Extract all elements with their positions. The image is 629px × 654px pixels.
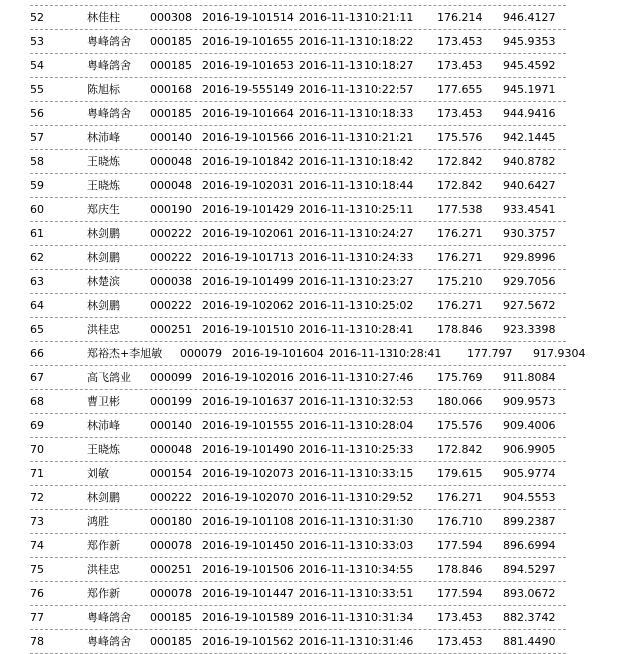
table-row [0,582,629,606]
ring-number-cell: 000185 [150,35,192,48]
pigeon-id-cell: 2016-19-101506 [202,563,294,576]
rank-cell: 75 [30,563,44,576]
rank-cell: 77 [30,611,44,624]
distance-cell: 177.594 [437,587,483,600]
speed-cell: 942.1445 [503,131,556,144]
distance-cell: 176.710 [437,515,483,528]
speed-cell: 929.7056 [503,275,556,288]
speed-cell: 894.5297 [503,563,556,576]
ring-number-cell: 000180 [150,515,192,528]
ring-number-cell: 000308 [150,11,192,24]
speed-cell: 896.6994 [503,539,556,552]
arrival-time-cell: 10:25:33 [364,443,414,456]
ring-number-cell: 000078 [150,539,192,552]
pigeon-id-cell: 2016-19-101555 [202,419,294,432]
rank-cell: 56 [30,107,44,120]
ring-number-cell: 000099 [150,371,192,384]
ring-number-cell: 000222 [150,251,192,264]
arrival-date-cell: 2016-11-13 [299,323,363,336]
fancier-name-cell: 洪桂忠 [87,323,120,336]
rank-cell: 66 [30,347,44,360]
table-row [0,150,629,174]
arrival-date-cell: 2016-11-13 [299,299,363,312]
arrival-date-cell: 2016-11-13 [299,371,363,384]
ring-number-cell: 000222 [150,227,192,240]
speed-cell: 940.8782 [503,155,556,168]
ring-number-cell: 000251 [150,563,192,576]
arrival-time-cell: 10:18:27 [364,59,414,72]
distance-cell: 175.210 [437,275,483,288]
arrival-time-cell: 10:24:33 [364,251,414,264]
arrival-time-cell: 10:21:21 [364,131,414,144]
arrival-time-cell: 10:28:41 [392,347,442,360]
ring-number-cell: 000199 [150,395,192,408]
speed-cell: 929.8996 [503,251,556,264]
distance-cell: 175.576 [437,419,483,432]
arrival-time-cell: 10:28:41 [364,323,414,336]
arrival-time-cell: 10:31:46 [364,635,414,648]
arrival-date-cell: 2016-11-13 [299,59,363,72]
distance-cell: 179.615 [437,467,483,480]
fancier-name-cell: 粤峰鸽舍 [87,107,131,120]
arrival-date-cell: 2016-11-13 [299,491,363,504]
distance-cell: 176.271 [437,251,483,264]
pigeon-id-cell: 2016-19-101429 [202,203,294,216]
distance-cell: 180.066 [437,395,483,408]
rank-cell: 67 [30,371,44,384]
arrival-date-cell: 2016-11-13 [299,179,363,192]
arrival-date-cell: 2016-11-13 [299,251,363,264]
fancier-name-cell: 郑庆生 [87,203,120,216]
distance-cell: 176.214 [437,11,483,24]
fancier-name-cell: 刘敏 [87,467,109,480]
ring-number-cell: 000078 [150,587,192,600]
distance-cell: 177.594 [437,539,483,552]
speed-cell: 933.4541 [503,203,556,216]
rank-cell: 53 [30,35,44,48]
table-row [0,174,629,198]
speed-cell: 909.4006 [503,419,556,432]
table-row [0,54,629,78]
arrival-date-cell: 2016-11-13 [329,347,393,360]
distance-cell: 173.453 [437,107,483,120]
speed-cell: 945.1971 [503,83,556,96]
pigeon-id-cell: 2016-19-101510 [202,323,294,336]
fancier-name-cell: 王晓炼 [87,179,120,192]
fancier-name-cell: 洪桂忠 [87,563,120,576]
arrival-time-cell: 10:21:11 [364,11,414,24]
distance-cell: 178.846 [437,323,483,336]
table-row [0,486,629,510]
pigeon-id-cell: 2016-19-101637 [202,395,294,408]
pigeon-id-cell: 2016-19-102062 [202,299,294,312]
speed-cell: 911.8084 [503,371,556,384]
pigeon-id-cell: 2016-19-102016 [202,371,294,384]
rank-cell: 65 [30,323,44,336]
arrival-date-cell: 2016-11-13 [299,587,363,600]
arrival-date-cell: 2016-11-13 [299,611,363,624]
fancier-name-cell: 林剑鹏 [87,491,120,504]
rank-cell: 55 [30,83,44,96]
table-row [0,630,629,654]
speed-cell: 882.3742 [503,611,556,624]
distance-cell: 173.453 [437,611,483,624]
rank-cell: 76 [30,587,44,600]
speed-cell: 923.3398 [503,323,556,336]
table-row [0,294,629,318]
table-row [0,30,629,54]
arrival-time-cell: 10:18:42 [364,155,414,168]
arrival-time-cell: 10:24:27 [364,227,414,240]
rank-cell: 71 [30,467,44,480]
distance-cell: 177.797 [467,347,513,360]
pigeon-id-cell: 2016-19-102070 [202,491,294,504]
arrival-time-cell: 10:22:57 [364,83,414,96]
pigeon-id-cell: 2016-19-101447 [202,587,294,600]
arrival-date-cell: 2016-11-13 [299,11,363,24]
ring-number-cell: 000140 [150,419,192,432]
ring-number-cell: 000185 [150,107,192,120]
ring-number-cell: 000154 [150,467,192,480]
arrival-date-cell: 2016-11-13 [299,155,363,168]
fancier-name-cell: 高飞鸽业 [87,371,131,384]
rank-cell: 73 [30,515,44,528]
speed-cell: 930.3757 [503,227,556,240]
speed-cell: 940.6427 [503,179,556,192]
rank-cell: 59 [30,179,44,192]
arrival-date-cell: 2016-11-13 [299,419,363,432]
arrival-time-cell: 10:23:27 [364,275,414,288]
pigeon-id-cell: 2016-19-101514 [202,11,294,24]
rank-cell: 60 [30,203,44,216]
rank-cell: 69 [30,419,44,432]
distance-cell: 176.271 [437,299,483,312]
rank-cell: 78 [30,635,44,648]
fancier-name-cell: 林剑鹏 [87,299,120,312]
arrival-date-cell: 2016-11-13 [299,395,363,408]
table-row [0,198,629,222]
table-row [0,390,629,414]
distance-cell: 172.842 [437,443,483,456]
table-row [0,510,629,534]
arrival-date-cell: 2016-11-13 [299,227,363,240]
pigeon-id-cell: 2016-19-101108 [202,515,294,528]
fancier-name-cell: 曹卫彬 [87,395,120,408]
distance-cell: 173.453 [437,635,483,648]
speed-cell: 881.4490 [503,635,556,648]
pigeon-id-cell: 2016-19-101713 [202,251,294,264]
distance-cell: 176.271 [437,491,483,504]
fancier-name-cell: 林楚滨 [87,275,120,288]
fancier-name-cell: 粤峰鸽舍 [87,59,131,72]
arrival-time-cell: 10:31:30 [364,515,414,528]
pigeon-id-cell: 2016-19-101664 [202,107,294,120]
arrival-date-cell: 2016-11-13 [299,467,363,480]
speed-cell: 946.4127 [503,11,556,24]
arrival-date-cell: 2016-11-13 [299,203,363,216]
fancier-name-cell: 林剑鹏 [87,251,120,264]
rank-cell: 61 [30,227,44,240]
arrival-date-cell: 2016-11-13 [299,563,363,576]
pigeon-id-cell: 2016-19-101566 [202,131,294,144]
distance-cell: 173.453 [437,59,483,72]
ring-number-cell: 000048 [150,155,192,168]
speed-cell: 944.9416 [503,107,556,120]
arrival-date-cell: 2016-11-13 [299,635,363,648]
distance-cell: 177.655 [437,83,483,96]
arrival-date-cell: 2016-11-13 [299,275,363,288]
pigeon-id-cell: 2016-19-555149 [202,83,294,96]
pigeon-id-cell: 2016-19-101562 [202,635,294,648]
distance-cell: 177.538 [437,203,483,216]
ring-number-cell: 000168 [150,83,192,96]
fancier-name-cell: 王晓炼 [87,443,120,456]
arrival-time-cell: 10:25:11 [364,203,414,216]
arrival-date-cell: 2016-11-13 [299,131,363,144]
speed-cell: 945.4592 [503,59,556,72]
fancier-name-cell: 王晓炼 [87,155,120,168]
arrival-time-cell: 10:29:52 [364,491,414,504]
rank-cell: 72 [30,491,44,504]
ring-number-cell: 000079 [180,347,222,360]
arrival-time-cell: 10:33:15 [364,467,414,480]
speed-cell: 899.2387 [503,515,556,528]
speed-cell: 909.9573 [503,395,556,408]
table-row [0,78,629,102]
table-row [0,414,629,438]
ring-number-cell: 000222 [150,299,192,312]
distance-cell: 176.271 [437,227,483,240]
ring-number-cell: 000222 [150,491,192,504]
speed-cell: 917.9304 [533,347,586,360]
arrival-time-cell: 10:25:02 [364,299,414,312]
ring-number-cell: 000140 [150,131,192,144]
table-row [0,438,629,462]
arrival-time-cell: 10:27:46 [364,371,414,384]
rank-cell: 63 [30,275,44,288]
speed-cell: 905.9774 [503,467,556,480]
ring-number-cell: 000251 [150,323,192,336]
table-row [0,558,629,582]
ring-number-cell: 000048 [150,179,192,192]
arrival-time-cell: 10:33:03 [364,539,414,552]
rank-cell: 64 [30,299,44,312]
fancier-name-cell: 粤峰鸽舍 [87,635,131,648]
arrival-date-cell: 2016-11-13 [299,443,363,456]
rank-cell: 74 [30,539,44,552]
arrival-time-cell: 10:18:33 [364,107,414,120]
pigeon-id-cell: 2016-19-101655 [202,35,294,48]
arrival-time-cell: 10:18:44 [364,179,414,192]
distance-cell: 175.769 [437,371,483,384]
distance-cell: 172.842 [437,155,483,168]
ring-number-cell: 000190 [150,203,192,216]
table-row [0,6,629,30]
arrival-date-cell: 2016-11-13 [299,539,363,552]
rank-cell: 58 [30,155,44,168]
rank-cell: 54 [30,59,44,72]
arrival-time-cell: 10:32:53 [364,395,414,408]
table-row [0,102,629,126]
fancier-name-cell: 林沛峰 [87,131,120,144]
arrival-time-cell: 10:34:55 [364,563,414,576]
fancier-name-cell: 鸿胜 [87,515,109,528]
arrival-time-cell: 10:31:34 [364,611,414,624]
table-row [0,366,629,390]
pigeon-id-cell: 2016-19-101450 [202,539,294,552]
pigeon-id-cell: 2016-19-102061 [202,227,294,240]
table-row [0,342,629,366]
pigeon-id-cell: 2016-19-101589 [202,611,294,624]
rank-cell: 52 [30,11,44,24]
speed-cell: 945.9353 [503,35,556,48]
distance-cell: 175.576 [437,131,483,144]
pigeon-id-cell: 2016-19-101490 [202,443,294,456]
distance-cell: 178.846 [437,563,483,576]
fancier-name-cell: 林剑鹏 [87,227,120,240]
rank-cell: 62 [30,251,44,264]
ring-number-cell: 000038 [150,275,192,288]
pigeon-id-cell: 2016-19-102031 [202,179,294,192]
speed-cell: 893.0672 [503,587,556,600]
fancier-name-cell: 林佳柱 [87,11,120,24]
table-row [0,462,629,486]
fancier-name-cell: 林沛峰 [87,419,120,432]
table-row [0,222,629,246]
arrival-time-cell: 10:33:51 [364,587,414,600]
rank-cell: 70 [30,443,44,456]
fancier-name-cell: 粤峰鸽舍 [87,35,131,48]
table-row [0,534,629,558]
table-row [0,126,629,150]
rank-cell: 57 [30,131,44,144]
fancier-name-cell: 郑裕杰+李旭敏 [87,347,163,360]
rank-cell: 68 [30,395,44,408]
fancier-name-cell: 粤峰鸽舍 [87,611,131,624]
table-row [0,318,629,342]
pigeon-id-cell: 2016-19-101499 [202,275,294,288]
arrival-date-cell: 2016-11-13 [299,515,363,528]
table-row [0,270,629,294]
speed-cell: 906.9905 [503,443,556,456]
pigeon-id-cell: 2016-19-101604 [232,347,324,360]
fancier-name-cell: 郑作新 [87,539,120,552]
ring-number-cell: 000185 [150,635,192,648]
distance-cell: 173.453 [437,35,483,48]
arrival-date-cell: 2016-11-13 [299,35,363,48]
ring-number-cell: 000185 [150,59,192,72]
speed-cell: 904.5553 [503,491,556,504]
ring-number-cell: 000185 [150,611,192,624]
pigeon-id-cell: 2016-19-101842 [202,155,294,168]
table-row [0,606,629,630]
distance-cell: 172.842 [437,179,483,192]
fancier-name-cell: 陈旭标 [87,83,120,96]
fancier-name-cell: 郑作新 [87,587,120,600]
arrival-date-cell: 2016-11-13 [299,107,363,120]
ring-number-cell: 000048 [150,443,192,456]
table-row [0,246,629,270]
speed-cell: 927.5672 [503,299,556,312]
pigeon-id-cell: 2016-19-102073 [202,467,294,480]
arrival-time-cell: 10:28:04 [364,419,414,432]
arrival-time-cell: 10:18:22 [364,35,414,48]
pigeon-id-cell: 2016-19-101653 [202,59,294,72]
arrival-date-cell: 2016-11-13 [299,83,363,96]
